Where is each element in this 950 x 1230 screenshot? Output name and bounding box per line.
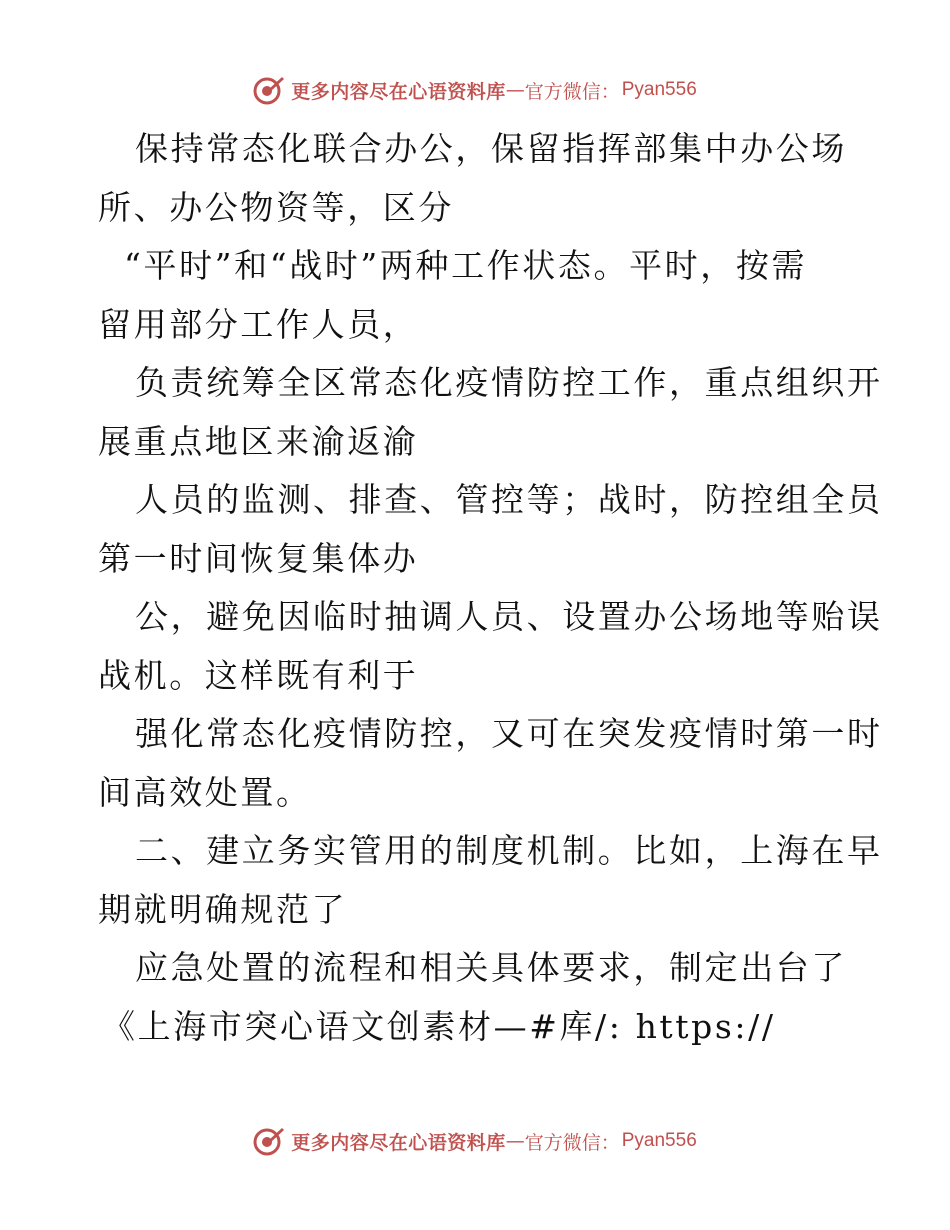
pen-circle-logo-icon bbox=[253, 1125, 285, 1157]
document-body bbox=[98, 120, 883, 1056]
pen-circle-logo-icon bbox=[253, 74, 285, 106]
banner-dash: — bbox=[505, 1130, 525, 1152]
banner-wechat-id: Pyan556 bbox=[621, 79, 697, 100]
body-line: 强化常态化疫情防控，又可在突发疫情时第一时 bbox=[135, 714, 883, 753]
body-line: 期就明确规范了 bbox=[98, 889, 348, 929]
body-line: 保持常态化联合办公，保留指挥部集中办公场 bbox=[135, 129, 847, 168]
body-line: 《上海市突心语文创素材—#库/: https:// bbox=[102, 1006, 776, 1046]
banner-wechat-id: Pyan556 bbox=[621, 1130, 697, 1151]
body-line: 应急处置的流程和相关具体要求，制定出台了 bbox=[135, 948, 847, 987]
banner-wechat-label: 官方微信： bbox=[524, 1131, 620, 1154]
footer-watermark-banner bbox=[0, 1121, 950, 1161]
body-line: “平时”和“战时”两种工作状态。平时，按需 bbox=[124, 246, 808, 285]
banner-main-text: 更多内容尽在心语资料库 bbox=[291, 80, 506, 103]
banner-main-text: 更多内容尽在心语资料库 bbox=[291, 1131, 506, 1154]
body-line: 间高效处置。 bbox=[98, 772, 312, 812]
body-line: 二、建立务实管用的制度机制。比如，上海在早 bbox=[135, 831, 883, 870]
body-line: 展重点地区来渝返渝 bbox=[98, 421, 419, 461]
body-line: 留用部分工作人员， bbox=[98, 304, 419, 344]
body-line: 第一时间恢复集体办 bbox=[98, 538, 419, 578]
body-line: 人员的监测、排查、管控等；战时，防控组全员 bbox=[135, 480, 883, 519]
banner-wechat-label: 官方微信： bbox=[524, 80, 620, 103]
banner-dash: — bbox=[505, 79, 525, 101]
body-line: 负责统筹全区常态化疫情防控工作，重点组织开 bbox=[135, 363, 883, 402]
body-line: 战机。这样既有利于 bbox=[98, 655, 419, 695]
body-line: 公，避免因临时抽调人员、设置办公场地等贻误 bbox=[135, 597, 883, 636]
body-line: 所、办公物资等，区分 bbox=[98, 187, 454, 227]
header-watermark-banner bbox=[0, 70, 950, 110]
